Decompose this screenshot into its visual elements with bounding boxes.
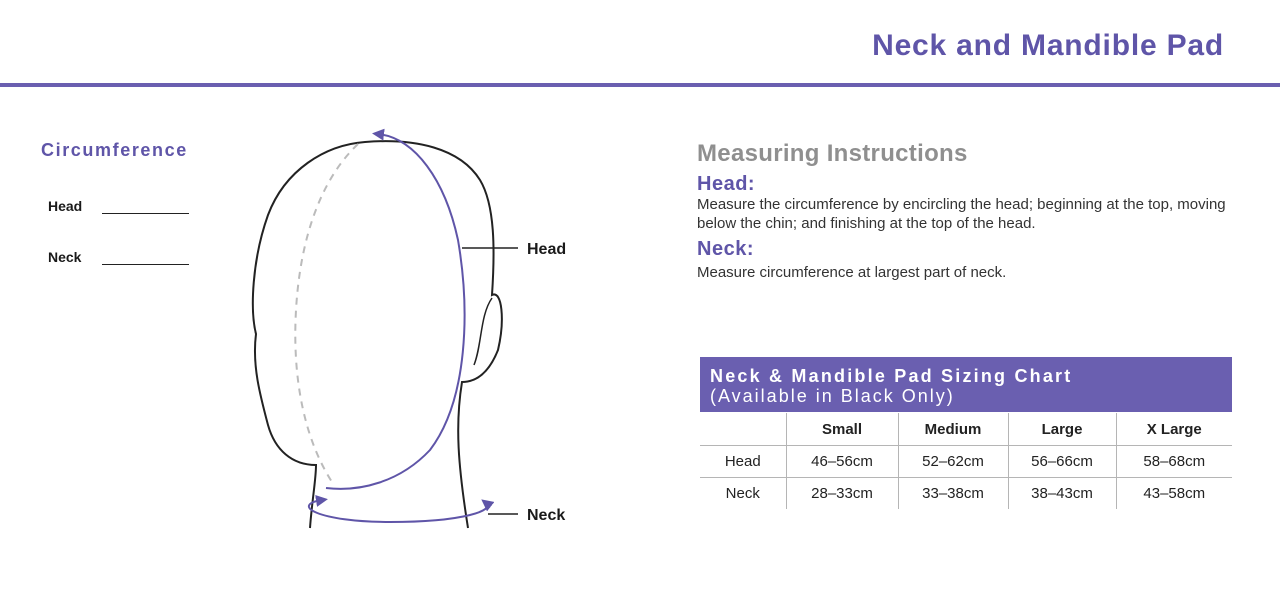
sizing-table — [700, 413, 1232, 509]
head-instructions-text: Measure the circumference by encircling the head; beginning at the top, moving below the chin; and finishing at the top of the head. — [697, 196, 1226, 232]
table-cell: 46–56cm — [786, 446, 898, 478]
diagram-head-label: Head — [527, 241, 567, 258]
table-cell: 52–62cm — [898, 446, 1008, 478]
instructions-title: Measuring Instructions — [697, 140, 968, 167]
row-label: Head — [700, 446, 786, 478]
head-measure-blank[interactable] — [102, 199, 189, 214]
head-circumference-line — [326, 134, 465, 489]
neck-instructions-text: Measure circumference at largest part of neck. — [697, 264, 1007, 281]
sizing-chart-subtitle: (Available in Black Only) — [710, 386, 955, 406]
header-divider — [0, 83, 1280, 87]
circumference-title: Circumference — [41, 140, 188, 160]
table-header-row — [700, 413, 1232, 446]
neck-measure-label: Neck — [48, 249, 82, 265]
table-corner-cell — [700, 413, 786, 446]
neck-measure-blank[interactable] — [102, 250, 189, 265]
column-header: Small — [786, 413, 898, 446]
back-dashed-line — [295, 144, 358, 482]
neck-circumference-line — [309, 500, 488, 522]
diagram-neck-label: Neck — [527, 507, 566, 524]
row-label: Neck — [725, 485, 760, 502]
head-measure-label: Head — [48, 198, 83, 214]
table-cell: 38–43cm — [1008, 478, 1116, 510]
neck-instructions-heading: Neck: — [697, 238, 754, 260]
column-header: X Large — [1116, 413, 1232, 446]
column-header: Medium — [898, 413, 1008, 446]
table-cell: 33–38cm — [898, 478, 1008, 510]
head-instructions-heading: Head: — [697, 173, 756, 195]
table-row — [700, 446, 1232, 478]
table-cell: 58–68cm — [1116, 446, 1232, 478]
column-header: Large — [1008, 413, 1116, 446]
table-row — [700, 478, 1232, 510]
sizing-chart-title: Neck & Mandible Pad Sizing Chart — [710, 366, 1073, 386]
sizing-chart-header — [700, 357, 1232, 412]
neck-measure-row — [48, 249, 189, 265]
head-measure-row — [48, 198, 189, 214]
page-title: Neck and Mandible Pad — [872, 29, 1224, 62]
table-cell: 28–33cm — [786, 478, 898, 510]
ear-detail — [474, 298, 492, 365]
table-cell: 56–66cm — [1008, 446, 1116, 478]
head-diagram — [230, 120, 590, 540]
table-cell: 43–58cm — [1116, 478, 1232, 510]
